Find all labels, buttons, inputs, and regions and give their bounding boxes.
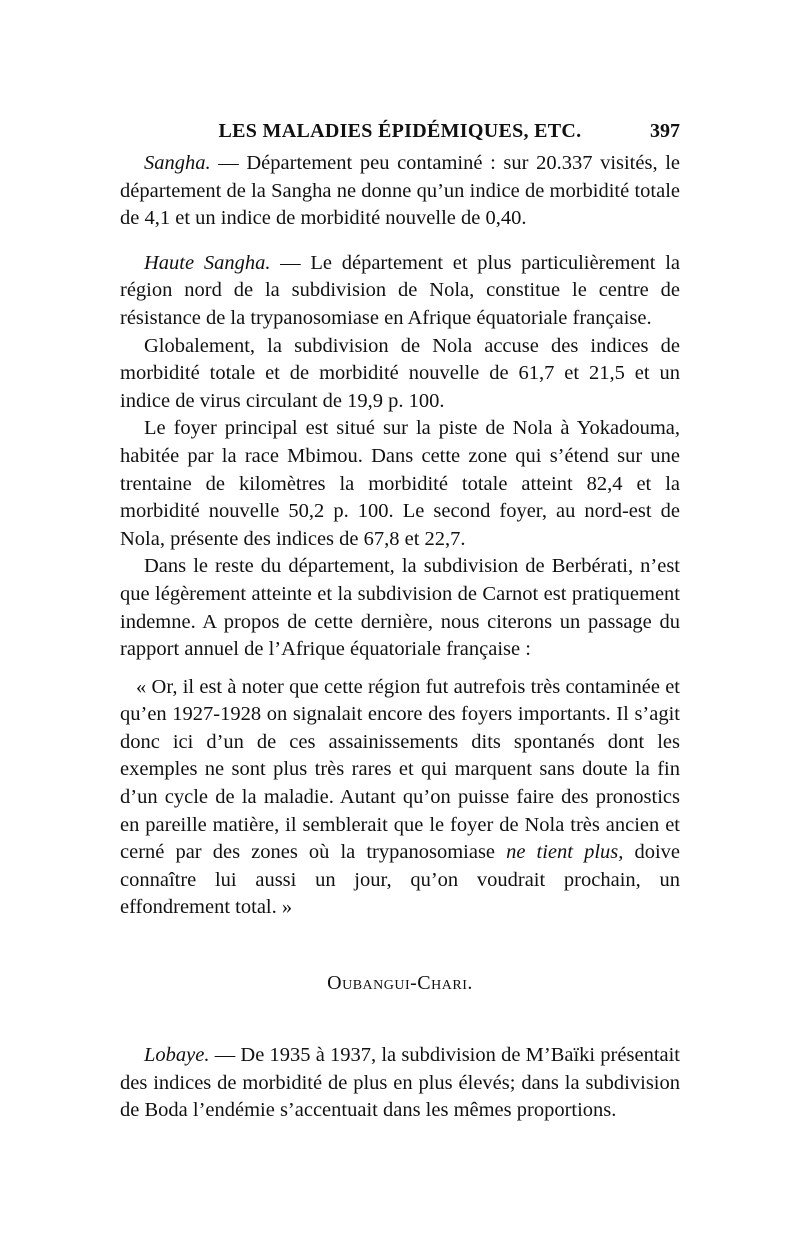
lead-haute-sangha: Haute Sangha.: [144, 251, 271, 274]
paragraph-haute-sangha: [120, 250, 680, 333]
paragraph-globalement: Globalement, la subdivision de Nola accuse des indices de morbidité totale et de morbidité nouvelle de 61,7 et 21,5 et un indice de virus circulant de 19,9 p. 100.: [120, 334, 680, 412]
lead-lobaye: Lobaye.: [144, 1044, 210, 1066]
page-number: 397: [650, 120, 680, 142]
paragraph-reste-departement: Dans le reste du département, la subdivision de Berbérati, n’est que légèrement atteinte et la subdivision de Carnot est pratiquement indemne. A propos de cette dernière, nous citerons un passage du rapport annuel de l’Afrique équatoriale française :: [120, 555, 680, 661]
paragraph-lobaye: [120, 1042, 680, 1125]
body-text-lower: [120, 1042, 680, 1125]
running-head: [120, 118, 680, 144]
paragraph-sangha: [120, 150, 680, 233]
paragraph-foyer-principal: Le foyer principal est situé sur la piste de Nola à Yokadouma, habitée par la race Mbimou. Dans cette zone qui s’étend sur une trentaine de kilomètres la morbidité totale atteint 82,4 et la morbidité nouvelle 50,2 p. 100. Le second foyer, au nord-est de Nola, présente des indices de 67,8 et 22,7.: [120, 417, 680, 550]
text-lobaye: — De 1935 à 1937, la subdivision de M’Baïki présentait des indices de morbidité de plus en plus élevés; dans la subdivision de Boda l’endémie s’accentuait dans les mêmes proportions.: [120, 1044, 680, 1122]
text-haute-sangha-1: — Le département et plus particulièrement la région nord de la subdivision de Nola, constitue le centre de résistance de la trypanosomiase en Afrique équatoriale française.: [120, 251, 680, 329]
lead-sangha: Sangha.: [144, 152, 211, 174]
quote-part-1: « Or, il est à noter que cette région fut autrefois très contaminée et qu’en 1927-1928 on signalait encore des foyers importants. Il s’agit donc ici d’un de ces assainissements dits spontanés dont les exemples ne sont plus très rares et qui marquent sans doute la fin d’un cycle de la maladie. Autant qu’on puisse faire des pronostics en pareille matière, il semblerait que le foyer de Nola très ancien et cerné par des zones où la trypanosomiase: [120, 675, 680, 864]
quote-italic: ne tient plus,: [506, 841, 624, 864]
section-heading: Oubangui-Chari.: [327, 972, 473, 994]
quote-part-2: doive connaître lui aussi un jour, qu’on voudrait prochain, un effondrement total. »: [120, 841, 681, 919]
body-text-upper: [120, 150, 680, 922]
quotation: [120, 674, 680, 922]
running-title: LES MALADIES ÉPIDÉMIQUES, ETC.: [218, 120, 582, 142]
text-sangha: — Département peu contaminé : sur 20.337 visités, le département de la Sangha ne donne qu’un indice de morbidité totale de 4,1 et un indice de morbidité nouvelle de 0,40.: [120, 152, 680, 230]
